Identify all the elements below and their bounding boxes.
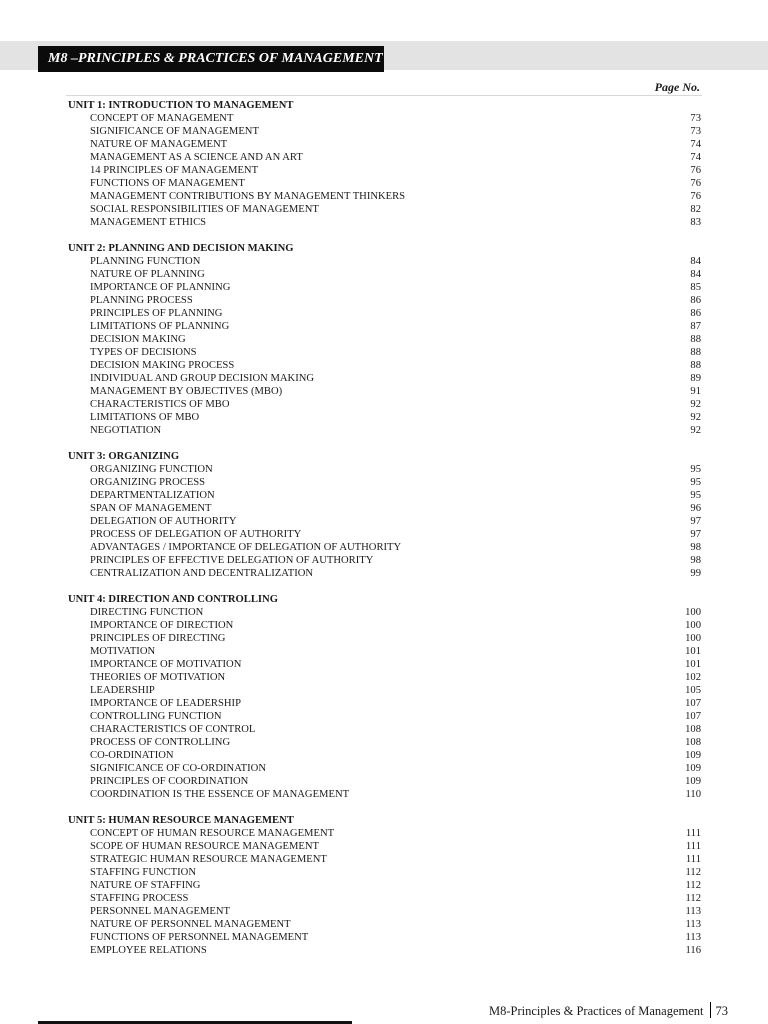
toc-entry-page: 107 <box>685 698 701 709</box>
toc-entry <box>0 476 768 489</box>
toc-entry <box>0 736 768 749</box>
toc-entry-label: IMPORTANCE OF MOTIVATION <box>90 659 242 670</box>
toc-entry <box>0 164 768 177</box>
toc-entry-page: 113 <box>685 919 701 930</box>
toc-entry-label: DECISION MAKING PROCESS <box>90 360 235 371</box>
toc-entry-label: IMPORTANCE OF PLANNING <box>90 282 231 293</box>
toc-entry <box>0 684 768 697</box>
toc-entry <box>0 372 768 385</box>
toc-entry <box>0 554 768 567</box>
toc-entry-page: 76 <box>690 178 701 189</box>
toc-entry-label: MANAGEMENT CONTRIBUTIONS BY MANAGEMENT THINKERS <box>90 191 406 202</box>
toc-entry-label: THEORIES OF MOTIVATION <box>90 672 226 683</box>
toc-entry-label: PRINCIPLES OF EFFECTIVE DELEGATION OF AUTHORITY <box>90 555 374 566</box>
toc-entry-label: ADVANTAGES / IMPORTANCE OF DELEGATION OF AUTHORITY <box>90 542 402 553</box>
toc-entry-label: PLANNING FUNCTION <box>90 256 201 267</box>
toc-entry-label: NATURE OF MANAGEMENT <box>90 139 228 150</box>
toc-entry-label: PLANNING PROCESS <box>90 295 193 306</box>
toc-entry-page: 109 <box>685 750 701 761</box>
toc-entry-page: 99 <box>690 568 701 579</box>
toc-entry <box>0 840 768 853</box>
toc-entry <box>0 151 768 164</box>
toc-entry <box>0 710 768 723</box>
toc-entry-page: 85 <box>690 282 701 293</box>
toc-entry <box>0 528 768 541</box>
toc-entry <box>0 424 768 437</box>
toc-entry-label: MANAGEMENT BY OBJECTIVES (MBO) <box>90 386 283 397</box>
toc-entry-page: 84 <box>690 269 701 280</box>
toc-entry <box>0 125 768 138</box>
page-footer <box>489 1002 728 1019</box>
toc-entry-label: MANAGEMENT ETHICS <box>90 217 207 228</box>
toc-entry <box>0 255 768 268</box>
toc-entry <box>0 346 768 359</box>
toc-entry-page: 102 <box>685 672 701 683</box>
unit-title: UNIT 3: ORGANIZING <box>68 451 180 462</box>
page-no-heading: Page No. <box>654 80 700 94</box>
toc-entry-page: 113 <box>685 932 701 943</box>
footer-text: M8-Principles & Practices of Management <box>488 1004 704 1018</box>
table-of-contents <box>0 99 768 970</box>
footer-separator <box>710 1002 711 1018</box>
toc-entry-label: CHARACTERISTICS OF CONTROL <box>90 724 256 735</box>
toc-entry-page: 74 <box>690 139 701 150</box>
toc-entry-page: 101 <box>685 659 701 670</box>
toc-entry-label: LIMITATIONS OF MBO <box>90 412 200 423</box>
toc-entry-label: PRINCIPLES OF DIRECTING <box>90 633 226 644</box>
toc-entry <box>0 307 768 320</box>
toc-entry <box>0 294 768 307</box>
toc-entry-page: 88 <box>690 334 701 345</box>
toc-entry <box>0 385 768 398</box>
toc-entry-page: 116 <box>685 945 701 956</box>
toc-entry-page: 112 <box>685 893 701 904</box>
toc-entry-label: COORDINATION IS THE ESSENCE OF MANAGEMENT <box>90 789 350 800</box>
toc-entry-label: SOCIAL RESPONSIBILITIES OF MANAGEMENT <box>90 204 319 215</box>
toc-entry-page: 73 <box>690 113 701 124</box>
toc-entry <box>0 944 768 957</box>
toc-entry-page: 111 <box>685 828 701 839</box>
toc-entry <box>0 788 768 801</box>
toc-entry-label: NATURE OF PERSONNEL MANAGEMENT <box>90 919 291 930</box>
toc-entry-label: FUNCTIONS OF MANAGEMENT <box>90 178 245 189</box>
toc-entry-page: 95 <box>690 490 701 501</box>
heading-divider <box>66 95 702 96</box>
toc-entry-label: MOTIVATION <box>90 646 156 657</box>
toc-entry <box>0 489 768 502</box>
toc-entry-label: ORGANIZING PROCESS <box>90 477 206 488</box>
toc-entry-page: 92 <box>690 425 701 436</box>
toc-entry-label: SPAN OF MANAGEMENT <box>90 503 212 514</box>
toc-entry-label: ORGANIZING FUNCTION <box>90 464 213 475</box>
toc-entry <box>0 671 768 684</box>
toc-entry-page: 108 <box>685 724 701 735</box>
toc-entry-label: STAFFING FUNCTION <box>90 867 196 878</box>
toc-entry-page: 100 <box>685 633 701 644</box>
toc-entry-label: DELEGATION OF AUTHORITY <box>90 516 237 527</box>
toc-entry <box>0 905 768 918</box>
toc-entry <box>0 138 768 151</box>
toc-entry-page: 87 <box>690 321 701 332</box>
toc-entry-label: TYPES OF DECISIONS <box>90 347 197 358</box>
toc-entry-label: NATURE OF PLANNING <box>90 269 205 280</box>
toc-entry <box>0 827 768 840</box>
toc-entry <box>0 918 768 931</box>
toc-entry-page: 113 <box>685 906 701 917</box>
toc-entry-page: 96 <box>690 503 701 514</box>
toc-unit <box>0 242 768 437</box>
toc-entry-label: CENTRALIZATION AND DECENTRALIZATION <box>90 568 314 579</box>
toc-entry-page: 89 <box>690 373 701 384</box>
toc-entry-label: EMPLOYEE RELATIONS <box>90 945 207 956</box>
document-title: M8 –PRINCIPLES & PRACTICES OF MANAGEMENT <box>38 46 384 72</box>
toc-entry <box>0 853 768 866</box>
toc-entry <box>0 775 768 788</box>
toc-entry-page: 97 <box>690 529 701 540</box>
toc-entry-page: 98 <box>690 555 701 566</box>
toc-entry <box>0 216 768 229</box>
toc-entry-label: PRINCIPLES OF COORDINATION <box>90 776 249 787</box>
toc-entry-page: 97 <box>690 516 701 527</box>
toc-entry <box>0 866 768 879</box>
toc-entry-page: 88 <box>690 360 701 371</box>
toc-entry <box>0 697 768 710</box>
toc-entry <box>0 502 768 515</box>
toc-entry-label: STRATEGIC HUMAN RESOURCE MANAGEMENT <box>90 854 327 865</box>
toc-entry-page: 95 <box>690 477 701 488</box>
toc-entry-page: 92 <box>690 399 701 410</box>
toc-entry-page: 105 <box>685 685 701 696</box>
toc-entry-page: 88 <box>690 347 701 358</box>
toc-entry <box>0 411 768 424</box>
toc-entry-page: 100 <box>685 607 701 618</box>
toc-entry-page: 74 <box>690 152 701 163</box>
toc-entry-page: 112 <box>685 880 701 891</box>
toc-entry-label: PRINCIPLES OF PLANNING <box>90 308 223 319</box>
toc-entry-label: SIGNIFICANCE OF CO-ORDINATION <box>90 763 266 774</box>
toc-entry <box>0 333 768 346</box>
toc-entry <box>0 177 768 190</box>
toc-entry <box>0 892 768 905</box>
toc-entry-page: 76 <box>690 165 701 176</box>
toc-entry-label: IMPORTANCE OF DIRECTION <box>90 620 234 631</box>
toc-entry-label: FUNCTIONS OF PERSONNEL MANAGEMENT <box>90 932 309 943</box>
toc-entry-label: MANAGEMENT AS A SCIENCE AND AN ART <box>90 152 303 163</box>
toc-entry-label: 14 PRINCIPLES OF MANAGEMENT <box>90 165 259 176</box>
toc-entry-page: 111 <box>685 854 701 865</box>
toc-entry-label: CHARACTERISTICS OF MBO <box>90 399 230 410</box>
toc-entry-label: NEGOTIATION <box>90 425 162 436</box>
toc-entry-page: 109 <box>685 776 701 787</box>
toc-entry-page: 110 <box>685 789 701 800</box>
toc-entry <box>0 320 768 333</box>
toc-entry <box>0 645 768 658</box>
toc-entry-page: 73 <box>690 126 701 137</box>
toc-entry <box>0 762 768 775</box>
toc-unit <box>0 814 768 957</box>
toc-entry-label: NATURE OF STAFFING <box>90 880 201 891</box>
toc-entry <box>0 541 768 554</box>
toc-entry-label: CONCEPT OF HUMAN RESOURCE MANAGEMENT <box>90 828 335 839</box>
toc-entry-label: PERSONNEL MANAGEMENT <box>90 906 230 917</box>
toc-entry-label: STAFFING PROCESS <box>90 893 189 904</box>
unit-title: UNIT 2: PLANNING AND DECISION MAKING <box>68 243 294 254</box>
toc-entry <box>0 723 768 736</box>
toc-entry-label: LEADERSHIP <box>90 685 155 696</box>
toc-entry-label: DIRECTING FUNCTION <box>90 607 204 618</box>
toc-entry <box>0 359 768 372</box>
toc-unit <box>0 99 768 229</box>
toc-entry-page: 76 <box>690 191 701 202</box>
toc-entry-label: INDIVIDUAL AND GROUP DECISION MAKING <box>90 373 315 384</box>
footer-page-number: 73 <box>715 1004 728 1018</box>
toc-entry-label: DECISION MAKING <box>90 334 186 345</box>
toc-entry-label: CONTROLLING FUNCTION <box>90 711 222 722</box>
toc-unit <box>0 593 768 801</box>
toc-entry-page: 109 <box>685 763 701 774</box>
toc-entry-label: LIMITATIONS OF PLANNING <box>90 321 230 332</box>
toc-entry <box>0 112 768 125</box>
toc-entry <box>0 606 768 619</box>
toc-entry-page: 112 <box>685 867 701 878</box>
unit-title: UNIT 1: INTRODUCTION TO MANAGEMENT <box>68 100 294 111</box>
toc-entry-label: SIGNIFICANCE OF MANAGEMENT <box>90 126 259 137</box>
toc-entry <box>0 658 768 671</box>
toc-entry <box>0 619 768 632</box>
toc-entry-page: 98 <box>690 542 701 553</box>
toc-entry-page: 86 <box>690 295 701 306</box>
toc-entry-label: PROCESS OF CONTROLLING <box>90 737 231 748</box>
toc-entry-label: IMPORTANCE OF LEADERSHIP <box>90 698 241 709</box>
unit-title: UNIT 4: DIRECTION AND CONTROLLING <box>68 594 278 605</box>
toc-entry-page: 100 <box>685 620 701 631</box>
toc-entry-page: 83 <box>690 217 701 228</box>
toc-entry-page: 84 <box>690 256 701 267</box>
toc-entry-label: CONCEPT OF MANAGEMENT <box>90 113 234 124</box>
toc-entry <box>0 515 768 528</box>
toc-entry <box>0 567 768 580</box>
toc-entry <box>0 281 768 294</box>
toc-entry-page: 86 <box>690 308 701 319</box>
toc-entry <box>0 632 768 645</box>
toc-entry-page: 82 <box>690 204 701 215</box>
toc-entry-page: 108 <box>685 737 701 748</box>
toc-entry <box>0 463 768 476</box>
toc-entry-label: CO-ORDINATION <box>90 750 174 761</box>
toc-entry <box>0 268 768 281</box>
toc-entry <box>0 879 768 892</box>
toc-entry <box>0 398 768 411</box>
toc-entry-label: SCOPE OF HUMAN RESOURCE MANAGEMENT <box>90 841 319 852</box>
toc-entry-page: 111 <box>685 841 701 852</box>
toc-entry <box>0 203 768 216</box>
toc-entry-page: 92 <box>690 412 701 423</box>
toc-entry-page: 91 <box>690 386 701 397</box>
toc-entry-page: 107 <box>685 711 701 722</box>
toc-entry-page: 95 <box>690 464 701 475</box>
toc-entry-label: DEPARTMENTALIZATION <box>90 490 215 501</box>
toc-entry-label: PROCESS OF DELEGATION OF AUTHORITY <box>90 529 302 540</box>
toc-entry <box>0 749 768 762</box>
toc-unit <box>0 450 768 580</box>
unit-title: UNIT 5: HUMAN RESOURCE MANAGEMENT <box>68 815 294 826</box>
toc-entry-page: 101 <box>685 646 701 657</box>
toc-entry <box>0 931 768 944</box>
toc-entry <box>0 190 768 203</box>
